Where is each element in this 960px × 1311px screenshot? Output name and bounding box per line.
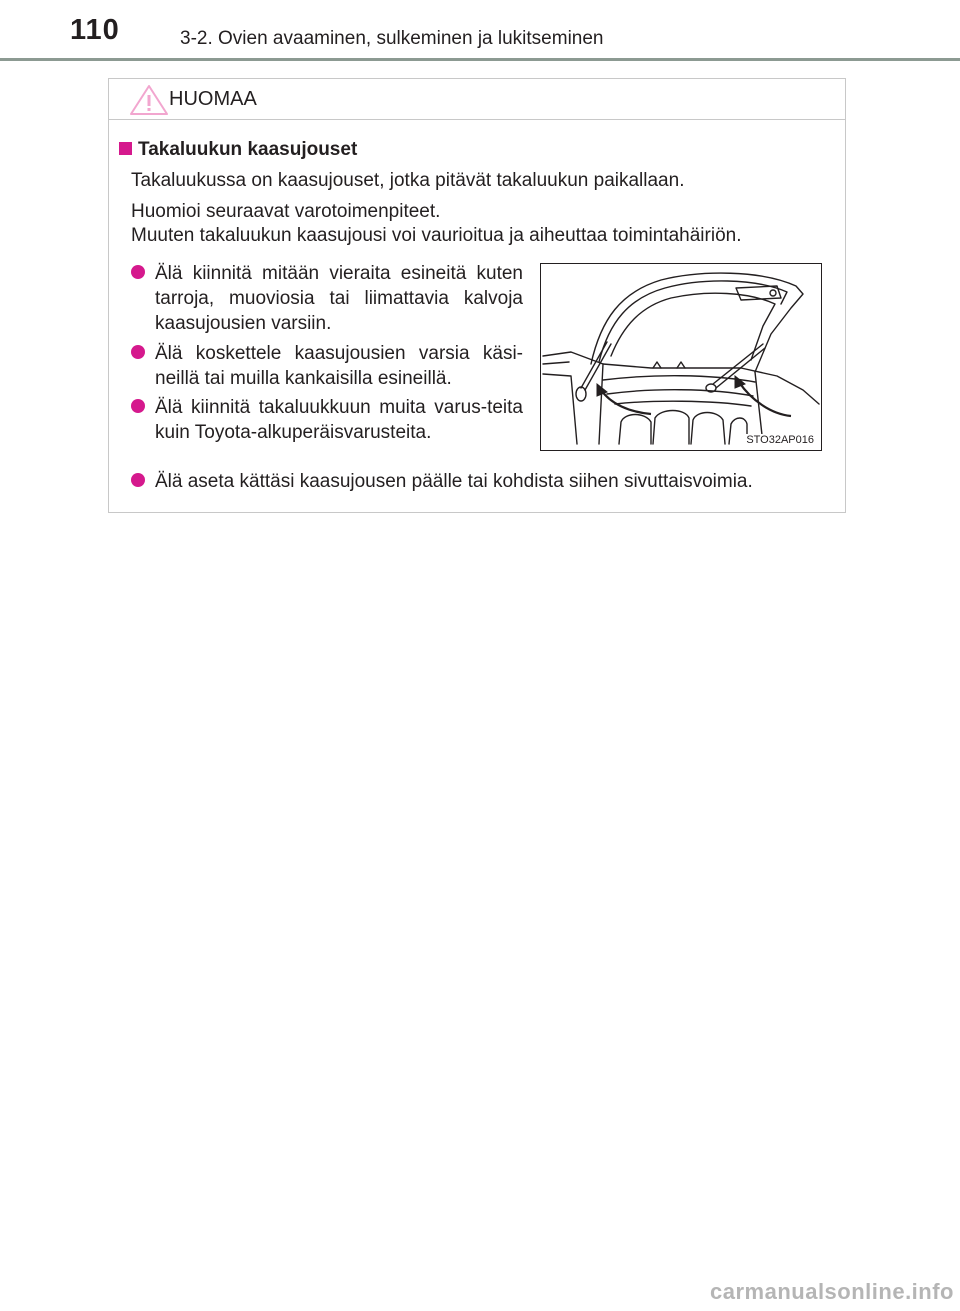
watermark: carmanualsonline.info bbox=[710, 1279, 954, 1304]
page-number: 110 bbox=[70, 14, 120, 46]
section-title: 3-2. Ovien avaaminen, sulkeminen ja lukitseminen bbox=[180, 28, 604, 49]
tailgate-drawing bbox=[541, 264, 821, 450]
subsection-title bbox=[119, 139, 357, 161]
bullet-text: Älä kiinnitä takaluukkuun muita varus-teita kuin Toyota-alkuperäisvarusteita. bbox=[155, 397, 523, 443]
intro-paragraph: Takaluukussa on kaasujouset, jotka pitävät takaluukun paikallaan. bbox=[131, 170, 685, 191]
precaution-line-1: Huomioi seuraavat varotoimenpiteet. bbox=[131, 201, 441, 222]
round-bullet-icon bbox=[131, 345, 145, 359]
bullet-item bbox=[131, 395, 523, 445]
precaution-line-2: Muuten takaluukun kaasujousi voi vaurioitua ja aiheuttaa toimintahäiriön. bbox=[131, 225, 742, 246]
bullet-text: Älä kiinnitä mitään vieraita esineitä kuten tarroja, muoviosia tai liimattavia kalvoja kaasujousien varsiin. bbox=[155, 263, 523, 334]
bullet-item bbox=[131, 261, 523, 336]
bullet-item bbox=[131, 469, 841, 494]
tailgate-gas-spring-illustration bbox=[540, 263, 822, 451]
notice-header bbox=[109, 79, 845, 120]
header-rule bbox=[0, 58, 960, 61]
figure-code: STO32AP016 bbox=[746, 434, 814, 446]
bullet-text: Älä aseta kättäsi kaasujousen päälle tai kohdista siihen sivuttaisvoimia. bbox=[155, 471, 753, 492]
round-bullet-icon bbox=[131, 399, 145, 413]
warning-triangle-icon bbox=[129, 84, 169, 116]
notice-title: HUOMAA bbox=[169, 88, 257, 110]
bullet-item bbox=[131, 341, 523, 391]
round-bullet-icon bbox=[131, 473, 145, 487]
notice-box bbox=[108, 78, 846, 513]
subsection-title-text: Takaluukun kaasujouset bbox=[138, 139, 358, 160]
round-bullet-icon bbox=[131, 265, 145, 279]
bullet-text: Älä koskettele kaasujousien varsia käsi-neillä tai muilla kankaisilla esineillä. bbox=[155, 343, 523, 389]
square-bullet-icon bbox=[119, 142, 132, 155]
page-header bbox=[0, 0, 960, 62]
